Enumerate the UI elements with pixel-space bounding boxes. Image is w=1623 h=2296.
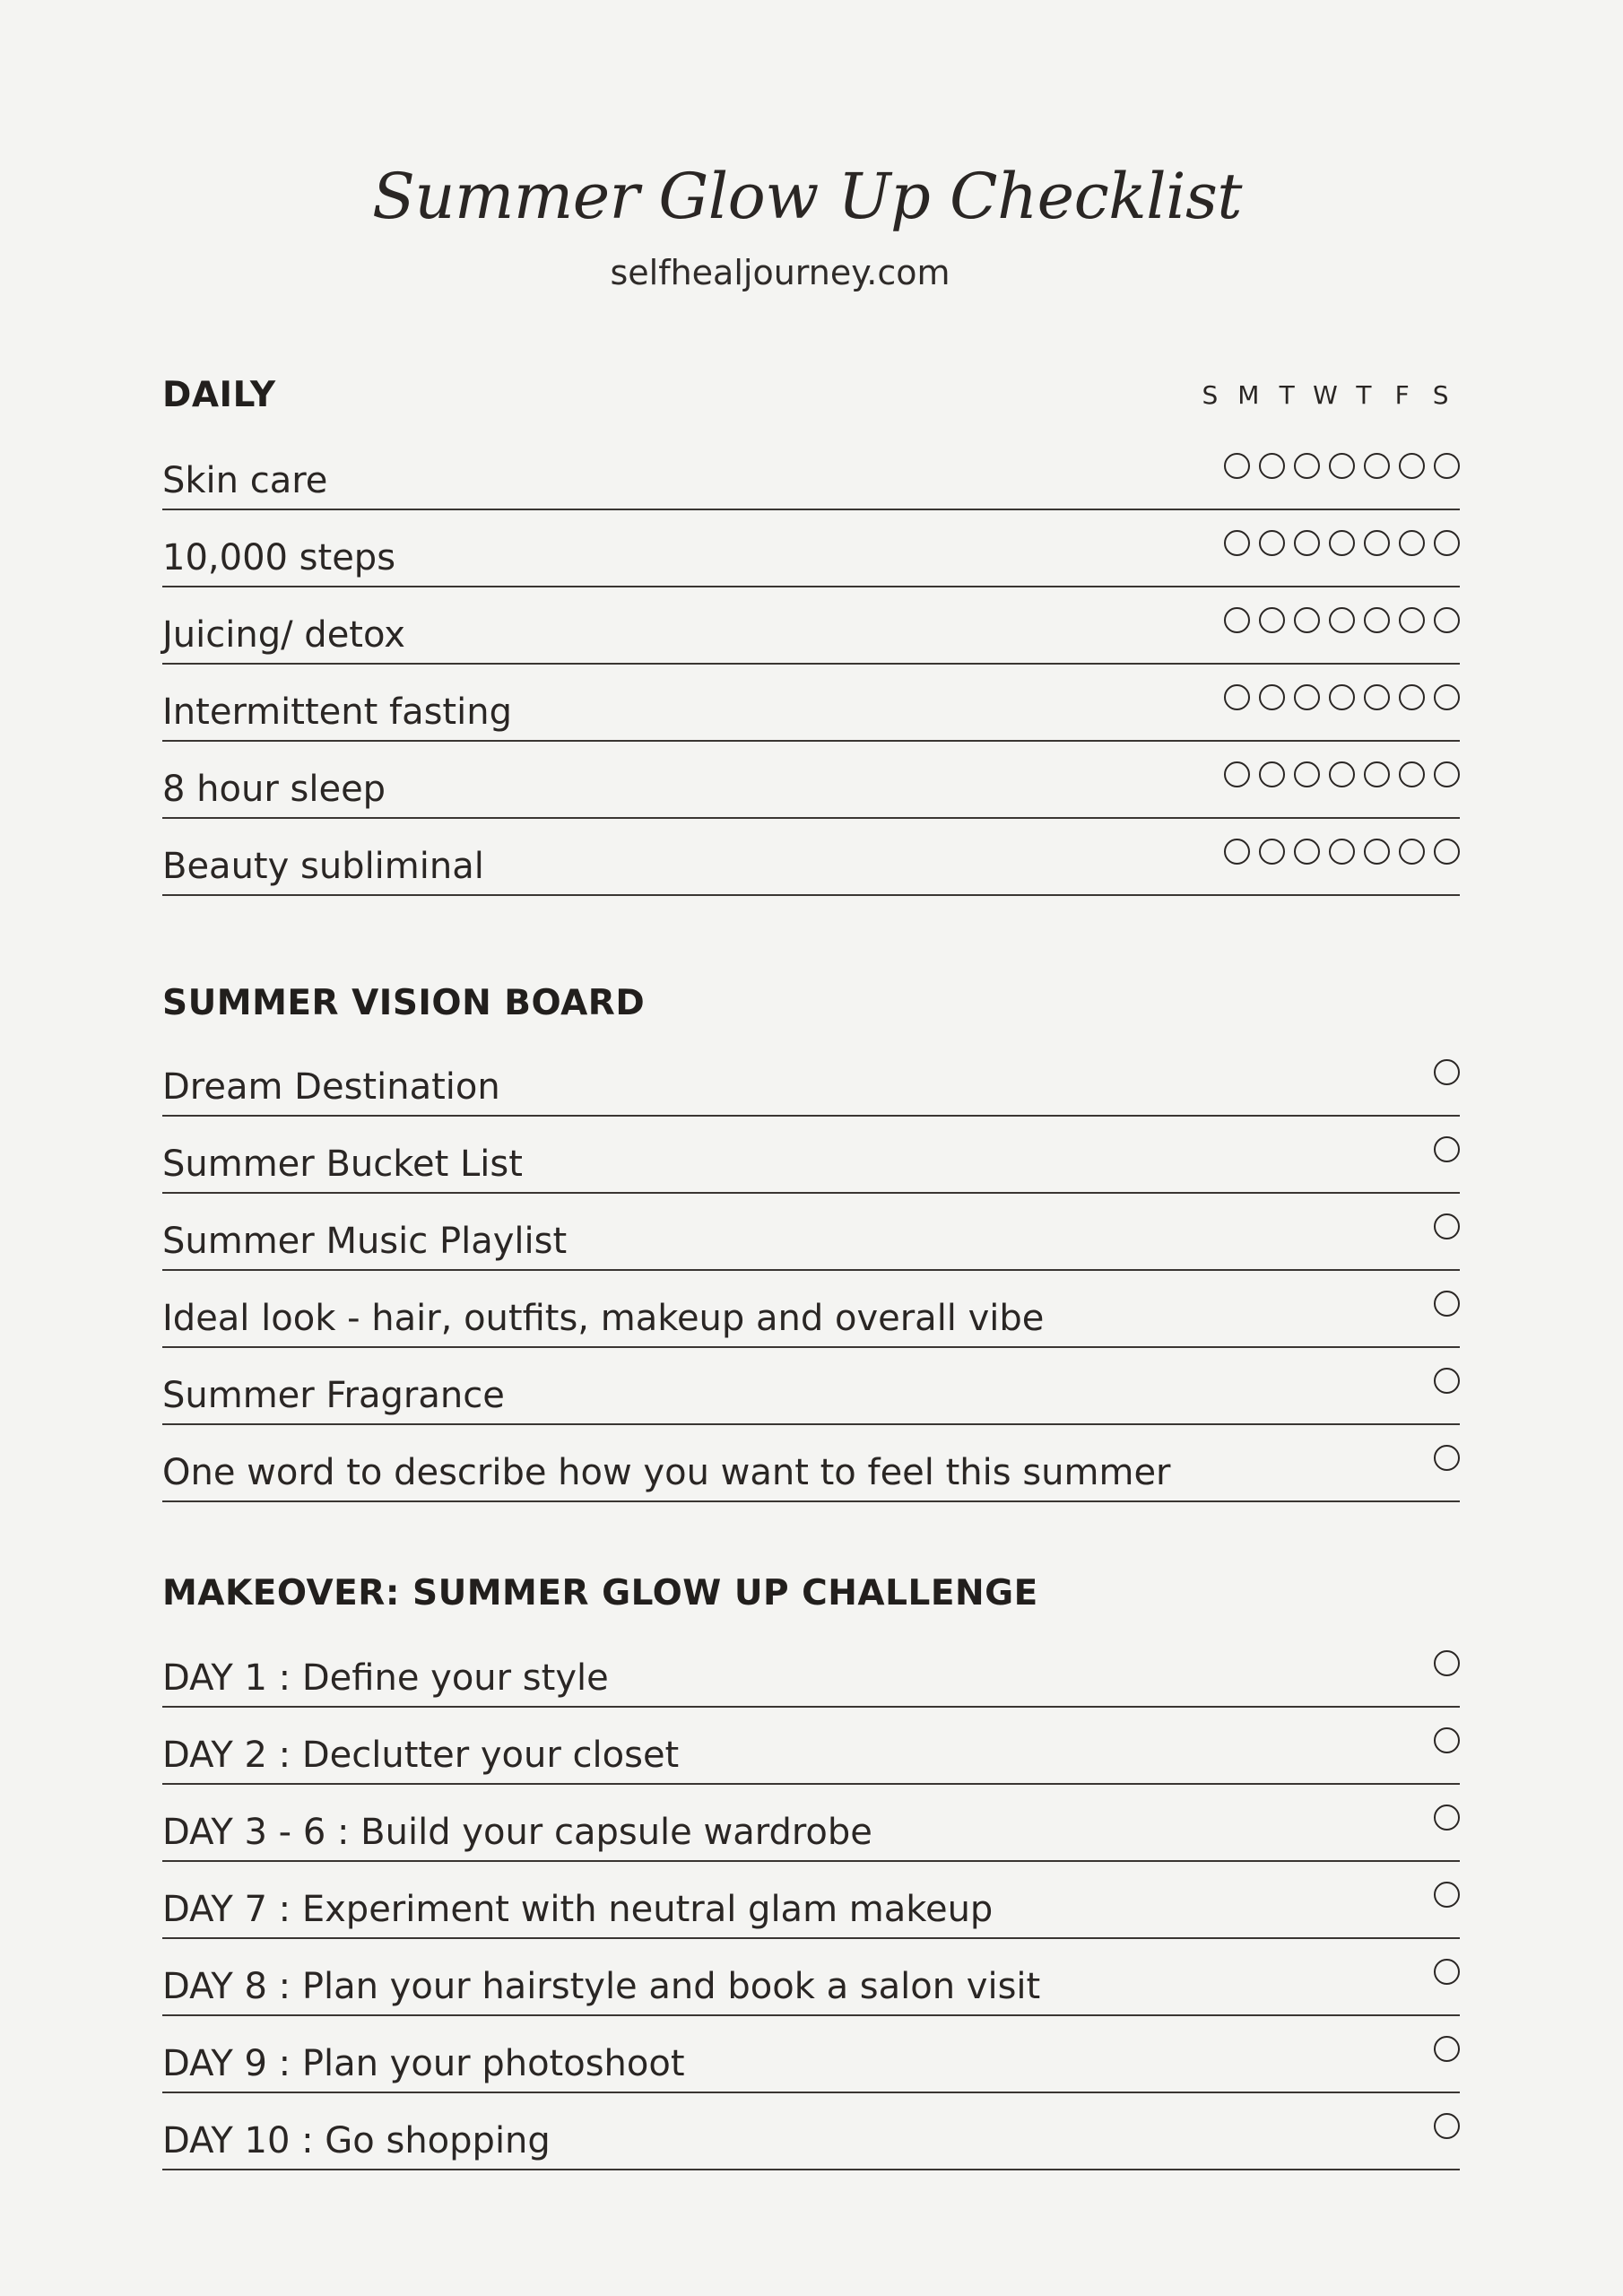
vision-row bbox=[162, 1117, 1460, 1194]
daily-heading: DAILY bbox=[162, 375, 276, 415]
item-label: Ideal look - hair, outfits, makeup and overall vibe bbox=[162, 1298, 1045, 1339]
vision-row bbox=[162, 1425, 1460, 1502]
day-label: F bbox=[1394, 380, 1410, 410]
checkbox-circle-icon[interactable] bbox=[1364, 839, 1390, 865]
checkbox-circle-icon[interactable] bbox=[1329, 684, 1355, 710]
item-label: Dream Destination bbox=[162, 1066, 500, 1108]
checkbox-circle-icon[interactable] bbox=[1294, 684, 1320, 710]
item-label: Summer Music Playlist bbox=[162, 1221, 568, 1262]
checkbox-circle-icon[interactable] bbox=[1434, 1445, 1460, 1471]
checkbox-group bbox=[1434, 2036, 1460, 2062]
checkbox-circle-icon[interactable] bbox=[1329, 839, 1355, 865]
day-label: M bbox=[1237, 380, 1260, 410]
item-label: Juicing/ detox bbox=[162, 614, 405, 656]
checkbox-circle-icon[interactable] bbox=[1259, 530, 1285, 556]
checkbox-group bbox=[1434, 1805, 1460, 1831]
checkbox-group bbox=[1434, 1291, 1460, 1317]
checkbox-circle-icon[interactable] bbox=[1294, 761, 1320, 787]
makeover-row bbox=[162, 1631, 1460, 1708]
checkbox-circle-icon[interactable] bbox=[1364, 453, 1390, 479]
checkbox-circle-icon[interactable] bbox=[1434, 453, 1460, 479]
checkbox-circle-icon[interactable] bbox=[1259, 607, 1285, 633]
checkbox-circle-icon[interactable] bbox=[1434, 2113, 1460, 2139]
checkbox-group bbox=[1224, 530, 1460, 556]
item-label: DAY 8 : Plan your hairstyle and book a salon visit bbox=[162, 1966, 1041, 2007]
page-subtitle: selfhealjourney.com bbox=[610, 253, 950, 292]
checkbox-group bbox=[1434, 1959, 1460, 1985]
daily-row bbox=[162, 665, 1460, 742]
weekday-header bbox=[1191, 380, 1460, 410]
checkbox-circle-icon[interactable] bbox=[1364, 761, 1390, 787]
checkbox-circle-icon[interactable] bbox=[1434, 1650, 1460, 1676]
day-label: S bbox=[1432, 380, 1449, 410]
item-label: DAY 2 : Declutter your closet bbox=[162, 1735, 680, 1776]
checkbox-circle-icon[interactable] bbox=[1259, 453, 1285, 479]
checkbox-circle-icon[interactable] bbox=[1434, 1136, 1460, 1162]
checkbox-circle-icon[interactable] bbox=[1434, 839, 1460, 865]
vision-heading: SUMMER VISION BOARD bbox=[162, 983, 646, 1023]
checkbox-circle-icon[interactable] bbox=[1294, 839, 1320, 865]
checkbox-group bbox=[1434, 1727, 1460, 1753]
checkbox-circle-icon[interactable] bbox=[1434, 761, 1460, 787]
checkbox-group bbox=[1224, 839, 1460, 865]
item-label: Summer Fragrance bbox=[162, 1375, 505, 1416]
checkbox-circle-icon[interactable] bbox=[1364, 684, 1390, 710]
checkbox-circle-icon[interactable] bbox=[1434, 1059, 1460, 1085]
checkbox-circle-icon[interactable] bbox=[1259, 761, 1285, 787]
checkbox-circle-icon[interactable] bbox=[1224, 839, 1250, 865]
checkbox-circle-icon[interactable] bbox=[1329, 607, 1355, 633]
item-label: Intermittent fasting bbox=[162, 691, 512, 733]
checkbox-circle-icon[interactable] bbox=[1434, 1213, 1460, 1239]
item-label: Beauty subliminal bbox=[162, 846, 484, 887]
makeover-row bbox=[162, 2016, 1460, 2093]
checkbox-circle-icon[interactable] bbox=[1224, 607, 1250, 633]
item-label: DAY 1 : Define your style bbox=[162, 1657, 609, 1699]
checkbox-circle-icon[interactable] bbox=[1294, 607, 1320, 633]
daily-row bbox=[162, 742, 1460, 819]
checkbox-group bbox=[1224, 761, 1460, 787]
checkbox-circle-icon[interactable] bbox=[1224, 453, 1250, 479]
checkbox-circle-icon[interactable] bbox=[1294, 453, 1320, 479]
checkbox-circle-icon[interactable] bbox=[1364, 530, 1390, 556]
page-title: Summer Glow Up Checklist bbox=[371, 160, 1243, 233]
day-label: T bbox=[1279, 380, 1295, 410]
checkbox-circle-icon[interactable] bbox=[1399, 761, 1425, 787]
makeover-row bbox=[162, 1862, 1460, 1939]
item-label: Skin care bbox=[162, 460, 328, 501]
checkbox-circle-icon[interactable] bbox=[1259, 839, 1285, 865]
checkbox-circle-icon[interactable] bbox=[1434, 1805, 1460, 1831]
vision-row bbox=[162, 1348, 1460, 1425]
checkbox-circle-icon[interactable] bbox=[1434, 684, 1460, 710]
checkbox-circle-icon[interactable] bbox=[1434, 1882, 1460, 1908]
vision-row bbox=[162, 1039, 1460, 1117]
checkbox-group bbox=[1434, 1882, 1460, 1908]
makeover-row bbox=[162, 1708, 1460, 1785]
checkbox-group bbox=[1434, 2113, 1460, 2139]
vision-row bbox=[162, 1194, 1460, 1271]
makeover-row bbox=[162, 1785, 1460, 1862]
checkbox-circle-icon[interactable] bbox=[1364, 607, 1390, 633]
day-label: T bbox=[1356, 380, 1372, 410]
item-label: DAY 7 : Experiment with neutral glam makeup bbox=[162, 1889, 994, 1930]
makeover-row bbox=[162, 2093, 1460, 2170]
item-label: Summer Bucket List bbox=[162, 1144, 523, 1185]
checkbox-circle-icon[interactable] bbox=[1224, 530, 1250, 556]
checkbox-circle-icon[interactable] bbox=[1329, 761, 1355, 787]
daily-row bbox=[162, 819, 1460, 896]
daily-row bbox=[162, 510, 1460, 587]
item-label: DAY 10 : Go shopping bbox=[162, 2120, 551, 2161]
checkbox-group bbox=[1434, 1213, 1460, 1239]
checkbox-circle-icon[interactable] bbox=[1399, 607, 1425, 633]
checkbox-circle-icon[interactable] bbox=[1434, 2036, 1460, 2062]
checkbox-group bbox=[1224, 684, 1460, 710]
checkbox-circle-icon[interactable] bbox=[1434, 1959, 1460, 1985]
checkbox-circle-icon[interactable] bbox=[1259, 684, 1285, 710]
checkbox-group bbox=[1434, 1136, 1460, 1162]
vision-row bbox=[162, 1271, 1460, 1348]
daily-row bbox=[162, 433, 1460, 510]
checkbox-group bbox=[1434, 1059, 1460, 1085]
day-label: S bbox=[1202, 380, 1219, 410]
checkbox-circle-icon[interactable] bbox=[1224, 761, 1250, 787]
item-label: DAY 3 - 6 : Build your capsule wardrobe bbox=[162, 1812, 872, 1853]
item-label: 8 hour sleep bbox=[162, 769, 386, 810]
item-label: DAY 9 : Plan your photoshoot bbox=[162, 2043, 685, 2084]
checkbox-group bbox=[1224, 453, 1460, 479]
checkbox-circle-icon[interactable] bbox=[1399, 530, 1425, 556]
checkbox-circle-icon[interactable] bbox=[1399, 684, 1425, 710]
checkbox-circle-icon[interactable] bbox=[1434, 1291, 1460, 1317]
item-label: 10,000 steps bbox=[162, 537, 396, 578]
checkbox-group bbox=[1434, 1650, 1460, 1676]
checkbox-circle-icon[interactable] bbox=[1399, 453, 1425, 479]
makeover-heading: MAKEOVER: SUMMER GLOW UP CHALLENGE bbox=[162, 1573, 1038, 1613]
day-label: W bbox=[1313, 380, 1338, 410]
daily-row bbox=[162, 587, 1460, 665]
checkbox-circle-icon[interactable] bbox=[1399, 839, 1425, 865]
checkbox-circle-icon[interactable] bbox=[1329, 530, 1355, 556]
checkbox-circle-icon[interactable] bbox=[1329, 453, 1355, 479]
checkbox-circle-icon[interactable] bbox=[1434, 530, 1460, 556]
checkbox-circle-icon[interactable] bbox=[1434, 607, 1460, 633]
checkbox-circle-icon[interactable] bbox=[1294, 530, 1320, 556]
makeover-row bbox=[162, 1939, 1460, 2016]
checkbox-group bbox=[1434, 1445, 1460, 1471]
checkbox-circle-icon[interactable] bbox=[1434, 1368, 1460, 1394]
item-label: One word to describe how you want to feel this summer bbox=[162, 1452, 1171, 1493]
checkbox-group bbox=[1224, 607, 1460, 633]
checkbox-group bbox=[1434, 1368, 1460, 1394]
checkbox-circle-icon[interactable] bbox=[1224, 684, 1250, 710]
checkbox-circle-icon[interactable] bbox=[1434, 1727, 1460, 1753]
